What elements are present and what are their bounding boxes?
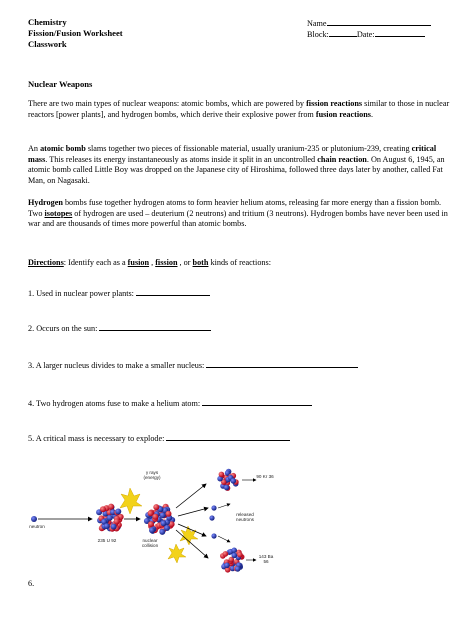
directions-line	[28, 258, 271, 269]
course-title: Chemistry	[28, 17, 67, 27]
krypton-nucleus-icon	[217, 469, 238, 491]
neutron-particle	[231, 548, 237, 554]
answer-5-blank[interactable]	[166, 432, 290, 441]
barium-label: 143 Ba 56	[258, 554, 274, 564]
option-fusion: fusion	[127, 258, 150, 267]
question-4	[28, 397, 312, 408]
intro-text-1: There are two main types of nuclear weapons: atomic bombs, which are powered by	[28, 99, 307, 108]
krypton-label: 90 Kr 36	[256, 474, 274, 479]
question-3	[28, 359, 358, 370]
answer-3-blank[interactable]	[206, 359, 358, 368]
intro-fusion-term: fusion reactions	[315, 109, 371, 119]
fission-diagram	[28, 466, 298, 586]
intro-text-2: similar to those in nuclear reactors [power plants], and hydrogen bombs, which derive their explosive power from	[28, 99, 450, 119]
hydrogen-term: Hydrogen	[28, 198, 63, 207]
atomic-paragraph	[28, 144, 452, 186]
block-blank[interactable]	[329, 28, 357, 37]
arrow-to-neutrons-1	[178, 508, 208, 516]
neutron-arrow-3	[218, 536, 230, 542]
question-2	[28, 322, 211, 333]
section-title: Nuclear Weapons	[28, 79, 93, 89]
block-label: Block:	[307, 30, 329, 39]
released-neutron-icon-3	[211, 533, 216, 538]
proton-particle	[100, 506, 106, 512]
header-left	[28, 17, 123, 50]
name-label: Name	[307, 19, 327, 28]
answer-1-blank[interactable]	[136, 287, 210, 296]
option-fission: fission	[155, 258, 178, 267]
neutron-particle	[224, 563, 230, 569]
proton-particle	[114, 519, 120, 525]
hydrogen-text-3: of hydrogen are used – deuterium (2 neutrons) and tritium (3 neutrons). Hydrogen bombs have never been used in war and are thousands of times more powerful than atomic bombs.	[28, 208, 448, 229]
question-1-text: 1. Used in nuclear power plants:	[28, 289, 134, 298]
intro-fission-term: fission reactions	[306, 99, 363, 108]
neutron-particle	[107, 515, 113, 521]
fission-diagram-svg	[28, 466, 298, 586]
proton-particle	[166, 511, 172, 517]
arrow-to-krypton	[176, 484, 206, 508]
gamma-label: γ rays (energy)	[143, 470, 161, 480]
intro-text-3: .	[370, 109, 374, 119]
worksheet-type: Classwork	[28, 39, 67, 49]
proton-particle	[153, 504, 159, 510]
question-5-text: 5. A critical mass is necessary to explode:	[28, 434, 165, 443]
question-4-text: 4. Two hydrogen atoms fuse to make a helium atom:	[28, 399, 201, 408]
worksheet-title: Fission/Fusion Worksheet	[28, 28, 123, 38]
released-neutron-icon-2	[209, 515, 214, 520]
question-6-number: 6.	[28, 579, 35, 588]
intro-paragraph	[28, 99, 452, 120]
barium-nucleus-icon	[220, 548, 245, 573]
nuclear-collision-label: nuclear collision	[141, 538, 159, 548]
atomic-text-2: slams together two pieces of fissionable material, usually uranium-235 or plutonium-239, creating	[85, 144, 412, 153]
neutron-particle	[164, 525, 170, 531]
atomic-text-4: . On August 6, 1945, an atomic bomb called Little Boy was dropped on the Japanese city of Hiroshima, followed three days later by another, called Fat Man, on Nagasaki.	[28, 154, 445, 185]
proton-particle	[219, 472, 225, 478]
directions-text-1: : Identify each as a	[63, 258, 128, 267]
neutron-particle	[231, 478, 237, 484]
name-blank[interactable]	[327, 17, 431, 26]
question-5	[28, 432, 290, 443]
date-blank[interactable]	[375, 28, 425, 37]
neutron-particle	[104, 523, 110, 529]
atomic-text-3: . This releases its energy instantaneously as atoms inside it split in an uncontrolled	[45, 154, 318, 164]
proton-particle	[152, 514, 158, 520]
directions-text-2: kinds of reactions:	[208, 258, 271, 267]
directions-sep-1: ,	[149, 258, 156, 267]
u235-label: 235 U 92	[97, 538, 117, 543]
question-3-text: 3. A larger nucleus divides to make a smaller nucleus:	[28, 361, 205, 370]
directions-label: Directions	[28, 258, 64, 267]
isotopes-term: isotopes	[44, 208, 73, 218]
released-neutron-icon	[211, 505, 216, 510]
released-neutrons-label: released neutrons	[236, 512, 254, 522]
option-both: both	[192, 258, 209, 267]
hydrogen-text-2: bombs fuse together hydrogen atoms to form heavier helium atoms, releasing far more energy than a fission bomb. Two	[28, 198, 442, 218]
question-1	[28, 287, 210, 298]
atomic-text-1: An	[28, 144, 41, 153]
incoming-neutron-icon	[31, 516, 37, 522]
block-date-field[interactable]	[307, 28, 425, 41]
neutron-particle	[232, 553, 238, 559]
directions-sep-2: , or	[177, 258, 193, 267]
neutron-arrow-1	[218, 504, 230, 508]
neutron-label: neutron	[29, 524, 45, 529]
hydrogen-paragraph	[28, 198, 452, 230]
critical-mass-term: critical mass	[28, 144, 437, 164]
neutron-particle	[149, 527, 155, 533]
question-2-text: 2. Occurs on the sun:	[28, 324, 98, 333]
chain-reaction-term: chain reaction	[317, 154, 367, 164]
energy-burst-icon-3	[168, 544, 186, 563]
neutron-particle	[111, 524, 117, 530]
uranium-nucleus-icon	[96, 504, 124, 532]
date-label: Date:	[356, 30, 375, 39]
neutron-particle	[224, 485, 230, 491]
proton-particle	[223, 551, 229, 557]
neutron-particle	[235, 566, 241, 572]
answer-4-blank[interactable]	[202, 397, 312, 406]
compound-nucleus-icon	[144, 504, 175, 535]
atomic-bomb-term: atomic bomb	[40, 144, 86, 153]
proton-particle	[237, 552, 243, 558]
energy-burst-icon	[120, 488, 142, 514]
proton-particle	[148, 521, 154, 527]
answer-2-blank[interactable]	[99, 322, 211, 331]
neutron-particle	[115, 509, 121, 515]
neutron-particle	[159, 529, 165, 535]
proton-particle	[108, 504, 114, 510]
